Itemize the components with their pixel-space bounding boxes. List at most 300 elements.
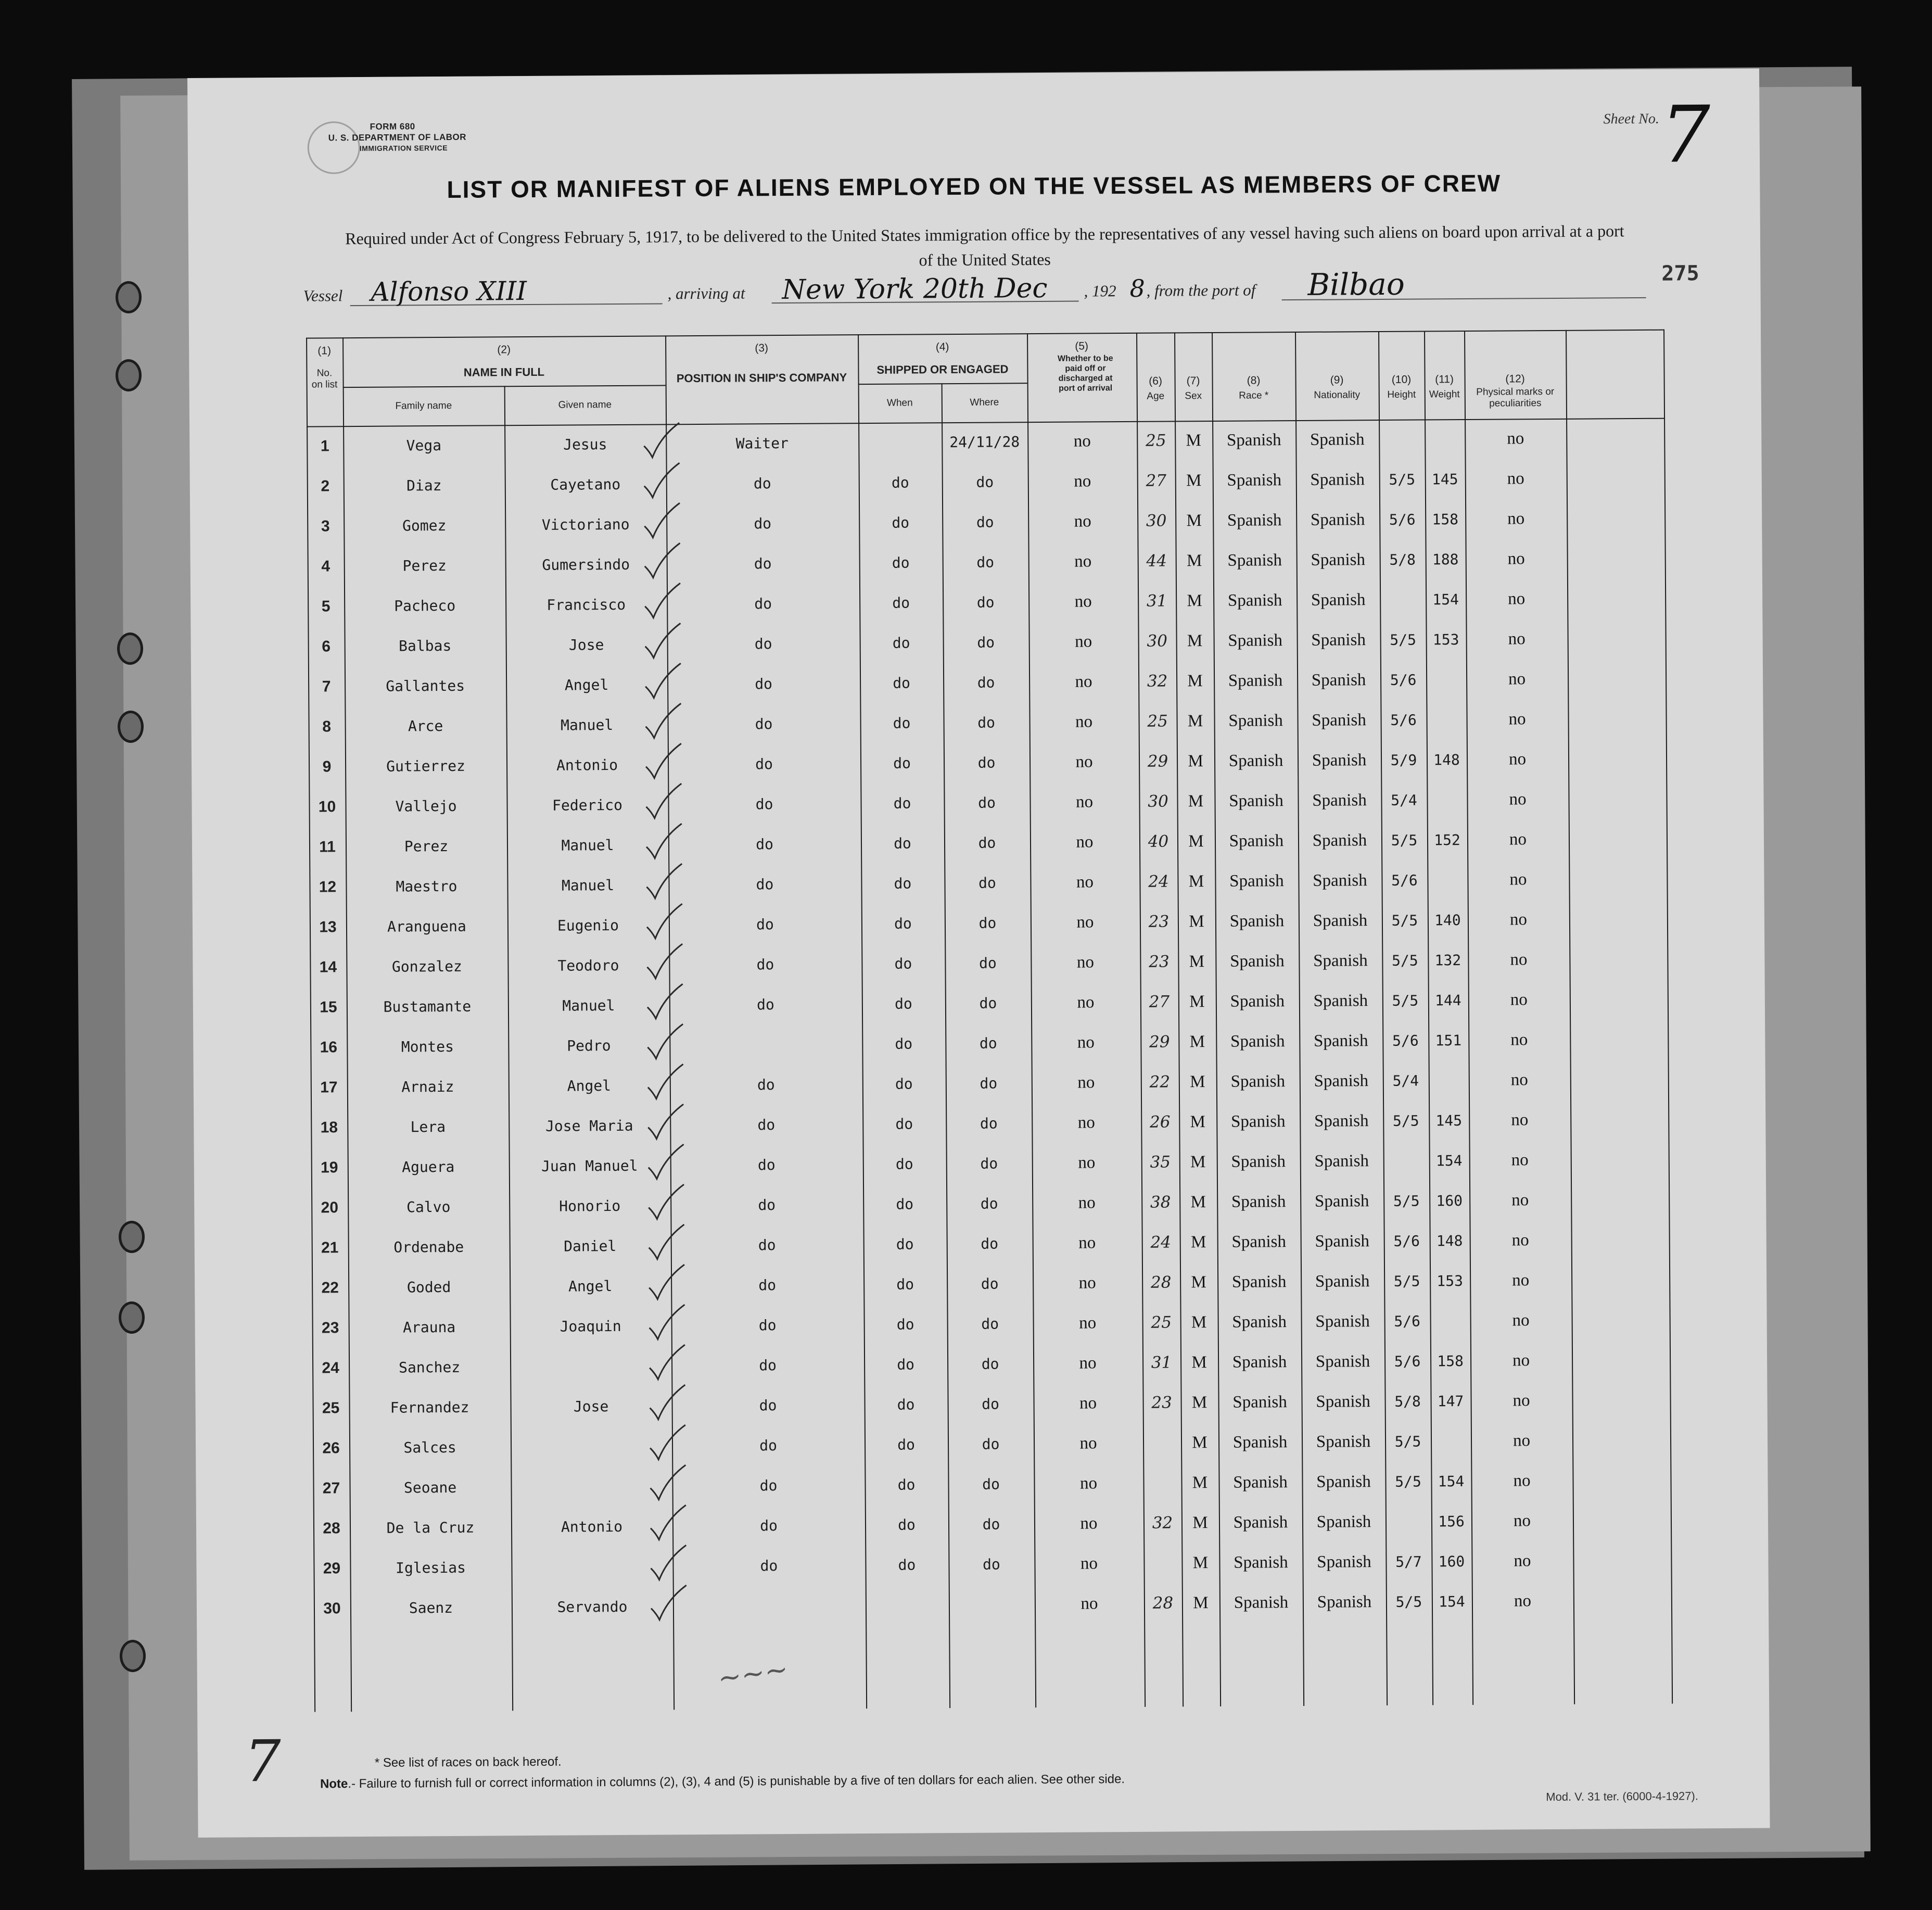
cell-when: do	[898, 1516, 916, 1534]
cell-race: Spanish	[1227, 511, 1282, 530]
cell-height: 5/6	[1391, 871, 1418, 889]
cell-height: 5/6	[1392, 1032, 1419, 1049]
cell-family: Goded	[406, 1278, 451, 1296]
cell-nationality: Spanish	[1311, 630, 1366, 650]
cell-position: do	[755, 675, 773, 693]
cell-weight: 145	[1431, 471, 1458, 488]
cell-family: Calvo	[406, 1198, 451, 1216]
cell-weight: 153	[1437, 1272, 1464, 1290]
cell-position	[673, 1585, 866, 1626]
cell-marks: no	[1512, 1431, 1531, 1450]
cell-nationality: Spanish	[1315, 1272, 1370, 1291]
cell-marks: no	[1507, 429, 1524, 448]
col4-number: (4)	[935, 341, 949, 353]
cell-nationality: Spanish	[1314, 1192, 1369, 1211]
underlying-punch-hole	[120, 1640, 146, 1672]
cell-race: Spanish	[1227, 471, 1282, 490]
cell-age	[1143, 1423, 1181, 1463]
cell-paid: no	[1080, 1514, 1098, 1533]
col6-header: Age	[1147, 390, 1165, 402]
cell-race: Spanish	[1229, 791, 1283, 811]
cell-race: Spanish	[1233, 1513, 1288, 1532]
arriving-label: , arriving at	[667, 284, 745, 303]
cell-race: Spanish	[1227, 551, 1282, 570]
cell-paid: no	[1079, 1474, 1098, 1493]
cell-where: do	[977, 634, 995, 651]
col4-header: SHIPPED OR ENGAGED	[876, 362, 1009, 376]
cell-position: do	[756, 876, 774, 893]
cell-paid: no	[1077, 993, 1095, 1012]
cell-race: Spanish	[1228, 671, 1283, 690]
cell-where: do	[978, 794, 996, 812]
cell-nationality: Spanish	[1312, 711, 1366, 730]
cell-marks: no	[1507, 509, 1525, 528]
cell-sex: M	[1192, 1513, 1208, 1533]
cell-height: 5/5	[1391, 912, 1418, 929]
checkmark-icon	[645, 1262, 687, 1301]
cell-height: 5/5	[1389, 471, 1416, 488]
cell-sex: M	[1188, 752, 1203, 771]
checkmark-icon	[644, 1182, 686, 1221]
col4b-header: Where	[970, 397, 999, 408]
cell-height	[1383, 1141, 1429, 1181]
cell-given: Federico	[552, 796, 623, 814]
page-stamp-number: 275	[1661, 261, 1699, 286]
cell-race: Spanish	[1232, 1312, 1287, 1332]
cell-weight: 140	[1434, 912, 1461, 929]
cell-position: do	[758, 1196, 776, 1214]
cell-marks: no	[1507, 549, 1525, 568]
cell-race: Spanish	[1227, 591, 1282, 610]
cell-sex: M	[1187, 712, 1203, 731]
cell-no: 8	[322, 718, 332, 736]
cell-position	[669, 1024, 862, 1065]
col9-number: (9)	[1330, 374, 1344, 386]
cell-paid: no	[1075, 712, 1093, 731]
cell-where	[949, 1584, 1035, 1625]
cell-no: 24	[322, 1359, 339, 1377]
cell-sex: M	[1188, 872, 1204, 891]
col7-number: (7)	[1186, 375, 1200, 387]
cell-paid: no	[1081, 1594, 1098, 1613]
cell-nationality: Spanish	[1316, 1472, 1371, 1491]
cell-position: do	[754, 515, 772, 533]
cell-where: do	[978, 954, 997, 972]
cell-weight	[1427, 780, 1467, 820]
cell-marks: no	[1509, 870, 1527, 889]
checkmark-icon	[642, 862, 684, 901]
checkmark-icon	[646, 1503, 688, 1542]
cell-paid: no	[1077, 1073, 1095, 1092]
inspector-signature: ~~~	[715, 1652, 791, 1695]
cell-height: 5/5	[1390, 631, 1417, 649]
cell-when: do	[896, 1235, 914, 1253]
cell-when: do	[892, 594, 910, 612]
cell-no: 1	[320, 437, 329, 455]
underlying-punch-hole	[118, 711, 144, 743]
col10-number: (10)	[1391, 373, 1412, 386]
cell-weight: 160	[1438, 1553, 1465, 1571]
cell-paid: no	[1076, 872, 1094, 892]
cell-nationality: Spanish	[1315, 1352, 1370, 1371]
cell-position: do	[759, 1477, 778, 1495]
cell-weight: 154	[1432, 591, 1459, 609]
cell-height: 5/6	[1390, 711, 1417, 729]
cell-paid: no	[1074, 512, 1091, 531]
cell-weight: 158	[1437, 1352, 1464, 1370]
col1-header: No. on list	[311, 368, 338, 390]
cell-where: do	[981, 1235, 999, 1253]
cell-paid: no	[1075, 632, 1092, 651]
cell-age: 27	[1146, 471, 1167, 490]
checkmark-icon	[640, 501, 682, 540]
cell-family: Gallantes	[386, 677, 465, 695]
penalty-note	[320, 1772, 1125, 1791]
checkmark-icon	[640, 421, 681, 460]
checkmark-icon	[644, 1102, 685, 1141]
underlying-punch-hole	[116, 359, 142, 391]
cell-given: Antonio	[556, 756, 618, 774]
cell-age: 44	[1146, 551, 1167, 571]
checkmark-icon	[647, 1583, 689, 1622]
checkmark-icon	[643, 902, 684, 941]
cell-nationality: Spanish	[1316, 1392, 1370, 1411]
cell-no: 16	[320, 1039, 338, 1056]
cell-when: do	[896, 1275, 914, 1293]
cell-race: Spanish	[1229, 912, 1285, 931]
cell-nationality: Spanish	[1315, 1312, 1370, 1331]
cell-age: 32	[1152, 1513, 1173, 1533]
cell-no: 14	[319, 958, 337, 976]
cell-no: 26	[322, 1439, 340, 1457]
cell-weight: 158	[1432, 511, 1459, 528]
cell-sex: M	[1186, 471, 1202, 490]
checkmark-icon	[641, 661, 683, 700]
cell-race: Spanish	[1231, 1272, 1287, 1292]
cell-race: Spanish	[1233, 1473, 1288, 1492]
cell-sex: M	[1186, 551, 1202, 571]
col10-header: Height	[1387, 389, 1416, 400]
cell-family: Gutierrez	[386, 757, 466, 775]
cell-no: 11	[319, 838, 336, 856]
cell-weight: 154	[1435, 1152, 1463, 1170]
col3-number: (3)	[755, 342, 769, 355]
col5-number: (5)	[1075, 340, 1089, 352]
table-row	[314, 1580, 1672, 1629]
cell-position: do	[757, 1076, 775, 1094]
cell-sex: M	[1192, 1433, 1208, 1452]
cell-when: do	[895, 1075, 913, 1093]
cell-position: do	[755, 795, 773, 813]
cell-given: Angel	[564, 676, 609, 694]
cell-height: 5/6	[1394, 1312, 1421, 1330]
cell-marks: no	[1509, 830, 1527, 849]
cell-when: do	[895, 1035, 913, 1053]
cell-family: Bustamante	[383, 997, 472, 1016]
col2-number: (2)	[497, 344, 511, 356]
cell-when: do	[891, 474, 909, 491]
year-digit: 8	[1129, 274, 1145, 302]
cell-age: 40	[1148, 832, 1169, 851]
col2-header: NAME IN FULL	[463, 365, 545, 379]
cell-position: do	[753, 475, 771, 492]
cell-where: do	[980, 1155, 998, 1172]
cell-family: Arce	[408, 717, 443, 735]
cell-sex: M	[1190, 1153, 1206, 1172]
checkmark-icon	[641, 581, 682, 620]
cell-weight	[1425, 419, 1465, 459]
cell-paid: no	[1079, 1313, 1097, 1333]
cell-sex: M	[1189, 912, 1204, 931]
cell-where: do	[981, 1355, 999, 1373]
cell-height	[1379, 419, 1425, 460]
cell-marks: no	[1510, 1070, 1528, 1090]
cell-position: do	[758, 1276, 777, 1294]
cell-weight	[1430, 1301, 1470, 1341]
cell-nationality: Spanish	[1314, 1071, 1369, 1091]
sheet-number-label: Sheet No.	[1603, 110, 1659, 128]
cell-nationality: Spanish	[1311, 590, 1366, 610]
cell-sex: M	[1192, 1473, 1208, 1492]
cell-paid: no	[1078, 1153, 1096, 1172]
cell-marks: no	[1508, 589, 1526, 609]
cell-age: 29	[1149, 1032, 1170, 1052]
cell-when: do	[894, 915, 912, 932]
cell-race: Spanish	[1230, 952, 1285, 971]
cell-nationality: Spanish	[1312, 831, 1367, 850]
cell-height: 5/5	[1395, 1593, 1422, 1611]
cell-when	[858, 422, 942, 463]
cell-given: Juan Manuel	[541, 1157, 638, 1175]
cell-race: Spanish	[1232, 1433, 1288, 1452]
cell-family: Seoane	[403, 1478, 457, 1497]
cell-nationality: Spanish	[1316, 1512, 1371, 1532]
cell-where: do	[980, 1195, 998, 1212]
cell-no: 6	[322, 638, 331, 655]
cell-race: Spanish	[1229, 871, 1284, 891]
cell-weight	[1431, 1421, 1471, 1461]
cell-marks: no	[1511, 1110, 1529, 1130]
cell-no: 19	[321, 1159, 338, 1177]
cell-weight: 144	[1434, 992, 1461, 1009]
cell-where: do	[979, 1034, 997, 1052]
cell-paid: no	[1078, 1273, 1096, 1293]
cell-weight	[1429, 1060, 1469, 1101]
cell-position: do	[756, 956, 774, 973]
form-revision: Mod. V. 31 ter. (6000-4-1927).	[1546, 1789, 1698, 1804]
cell-sex: M	[1193, 1593, 1209, 1613]
cell-race: Spanish	[1228, 631, 1282, 650]
cell-position: do	[757, 1156, 776, 1174]
cell-paid: no	[1075, 672, 1092, 691]
cell-age: 29	[1147, 752, 1168, 771]
from-port-label: , from the port of	[1146, 281, 1256, 300]
cell-age: 28	[1152, 1593, 1174, 1613]
cell-given: Servando	[557, 1598, 628, 1616]
cell-sex: M	[1191, 1393, 1208, 1412]
cell-no: 21	[321, 1239, 339, 1257]
cell-weight: 148	[1436, 1232, 1463, 1250]
cell-sex: M	[1190, 1193, 1206, 1212]
cell-weight: 147	[1437, 1393, 1464, 1410]
cell-paid: no	[1075, 752, 1093, 771]
cell-where: do	[976, 593, 995, 611]
cell-sex: M	[1188, 832, 1204, 851]
cell-weight: 132	[1434, 952, 1461, 969]
cell-height: 5/8	[1394, 1393, 1421, 1410]
cell-height: 5/5	[1392, 992, 1419, 1009]
cell-paid: no	[1080, 1554, 1098, 1573]
cell-race: Spanish	[1228, 711, 1283, 730]
cell-paid: no	[1076, 913, 1094, 932]
cell-position: do	[754, 595, 772, 613]
cell-marks: no	[1510, 990, 1528, 1009]
races-footnote: * See list of races on back hereof.	[374, 1754, 562, 1770]
cell-where: do	[982, 1515, 1000, 1533]
cell-age: 25	[1151, 1313, 1172, 1332]
cell-when: do	[893, 674, 911, 692]
cell-when: do	[892, 554, 910, 572]
cell-nationality: Spanish	[1316, 1432, 1371, 1451]
col3-header: POSITION IN SHIP'S COMPANY	[676, 371, 847, 385]
grid-line	[858, 383, 1027, 385]
cell-marks: no	[1512, 1391, 1530, 1410]
cell-given: Jose Maria	[545, 1117, 633, 1135]
cell-height: 5/9	[1390, 751, 1417, 769]
cell-race: Spanish	[1228, 751, 1283, 770]
cell-age: 26	[1149, 1112, 1171, 1132]
cell-given: Joaquin	[560, 1317, 621, 1335]
arriving-port: New York 20th Dec	[782, 272, 1048, 306]
cell-given: Jesus	[563, 436, 607, 453]
year-label: , 192	[1084, 282, 1116, 300]
checkmark-icon	[640, 461, 682, 500]
cell-paid: no	[1077, 1113, 1095, 1132]
cell-height: 5/5	[1395, 1473, 1421, 1490]
cell-when: do	[893, 794, 911, 812]
cell-weight: 156	[1438, 1513, 1465, 1530]
checkmark-icon	[642, 781, 683, 820]
cell-sex: M	[1189, 952, 1205, 971]
checkmark-icon	[641, 701, 683, 740]
cell-no: 28	[323, 1520, 340, 1537]
cell-age: 24	[1150, 1233, 1172, 1252]
cell-height	[1386, 1501, 1431, 1542]
cell-sex: M	[1191, 1353, 1207, 1372]
col5-header: Whether to be paid off or discharged at port of arrival	[1057, 354, 1113, 393]
form-number: FORM 680	[370, 121, 415, 132]
cell-weight: 154	[1439, 1593, 1465, 1611]
cell-age: 22	[1149, 1072, 1171, 1092]
cell-where: do	[981, 1275, 999, 1293]
cell-height: 5/5	[1392, 952, 1418, 969]
cell-weight	[1427, 860, 1467, 900]
cell-position: do	[755, 755, 773, 773]
cell-where: do	[976, 513, 994, 531]
cell-given: Manuel	[562, 997, 615, 1015]
cell-age: 28	[1150, 1273, 1172, 1292]
cell-when: do	[897, 1396, 915, 1413]
cell-when: do	[893, 754, 911, 772]
cell-nationality: Spanish	[1313, 951, 1368, 970]
cell-race: Spanish	[1234, 1553, 1288, 1572]
cell-sex: M	[1187, 672, 1203, 691]
cell-sex: M	[1186, 511, 1202, 530]
cell-nationality: Spanish	[1311, 671, 1366, 690]
checkmark-icon	[644, 1062, 685, 1101]
cell-weight: 160	[1436, 1192, 1463, 1210]
col12-header: Physical marks or peculiarities	[1476, 386, 1555, 409]
underlying-punch-hole	[117, 633, 143, 665]
cell-marks: no	[1508, 750, 1527, 769]
cell-nationality: Spanish	[1313, 991, 1368, 1010]
from-port: Bilbao	[1307, 266, 1405, 302]
cell-paid: no	[1074, 592, 1092, 611]
cell-height	[1380, 579, 1426, 620]
cell-given: Honorio	[559, 1197, 621, 1215]
checkmark-icon	[644, 1142, 686, 1181]
cell-weight: 148	[1433, 751, 1460, 769]
cell-where: do	[982, 1395, 1000, 1413]
cell-where: do	[982, 1475, 1000, 1493]
cell-where: do	[976, 553, 995, 571]
col4a-header: When	[886, 397, 913, 409]
cell-given: Angel	[568, 1277, 613, 1295]
penalty-note-text: .- Failure to furnish full or correct information in columns (2), (3), 4 and (5) is punishable by a five of ten dollars for each alien. See other side.	[348, 1772, 1125, 1791]
cell-sex: M	[1190, 1072, 1205, 1092]
cell-sex: M	[1186, 431, 1202, 450]
form-header	[328, 121, 467, 155]
cell-marks: no	[1510, 1030, 1528, 1049]
cell-age: 38	[1150, 1193, 1171, 1212]
cell-family: Pacheco	[394, 597, 456, 615]
cell-marks: no	[1514, 1591, 1532, 1611]
cell-weight: 188	[1432, 551, 1459, 568]
cell-height: 5/6	[1393, 1232, 1420, 1250]
cell-family: Arauna	[402, 1318, 456, 1336]
cell-family: Vega	[406, 437, 442, 454]
cell-where: do	[978, 874, 996, 892]
cell-nationality: Spanish	[1313, 871, 1367, 890]
cell-paid: no	[1079, 1354, 1097, 1373]
cell-paid: no	[1077, 1033, 1095, 1052]
cell-marks: no	[1511, 1150, 1529, 1170]
cell-height: 5/6	[1389, 511, 1416, 528]
manifest-page	[187, 69, 1770, 1838]
cell-given: Manuel	[561, 877, 615, 894]
cell-when: do	[892, 514, 910, 532]
cell-no: 5	[321, 598, 331, 615]
cell-when: do	[895, 1155, 913, 1173]
cell-where: do	[980, 1074, 998, 1092]
cell-nationality: Spanish	[1312, 791, 1367, 810]
cell-age: 24	[1148, 872, 1169, 891]
cell-family: Iglesias	[395, 1559, 466, 1577]
cell-when: do	[896, 1195, 914, 1213]
cell-position: do	[754, 635, 772, 653]
cell-when: do	[898, 1556, 916, 1574]
cell-marks: no	[1511, 1191, 1529, 1210]
cell-family: Perez	[402, 556, 447, 575]
cell-family: Aranguena	[387, 917, 466, 935]
cell-height: 5/6	[1390, 671, 1417, 689]
col2b-header: Given name	[558, 399, 612, 411]
col8-header: Race *	[1239, 390, 1269, 401]
checkmark-icon	[641, 621, 682, 660]
cell-family: Balbas	[398, 637, 452, 655]
cell-sex: M	[1190, 1233, 1206, 1252]
cell-age: 31	[1146, 591, 1167, 611]
